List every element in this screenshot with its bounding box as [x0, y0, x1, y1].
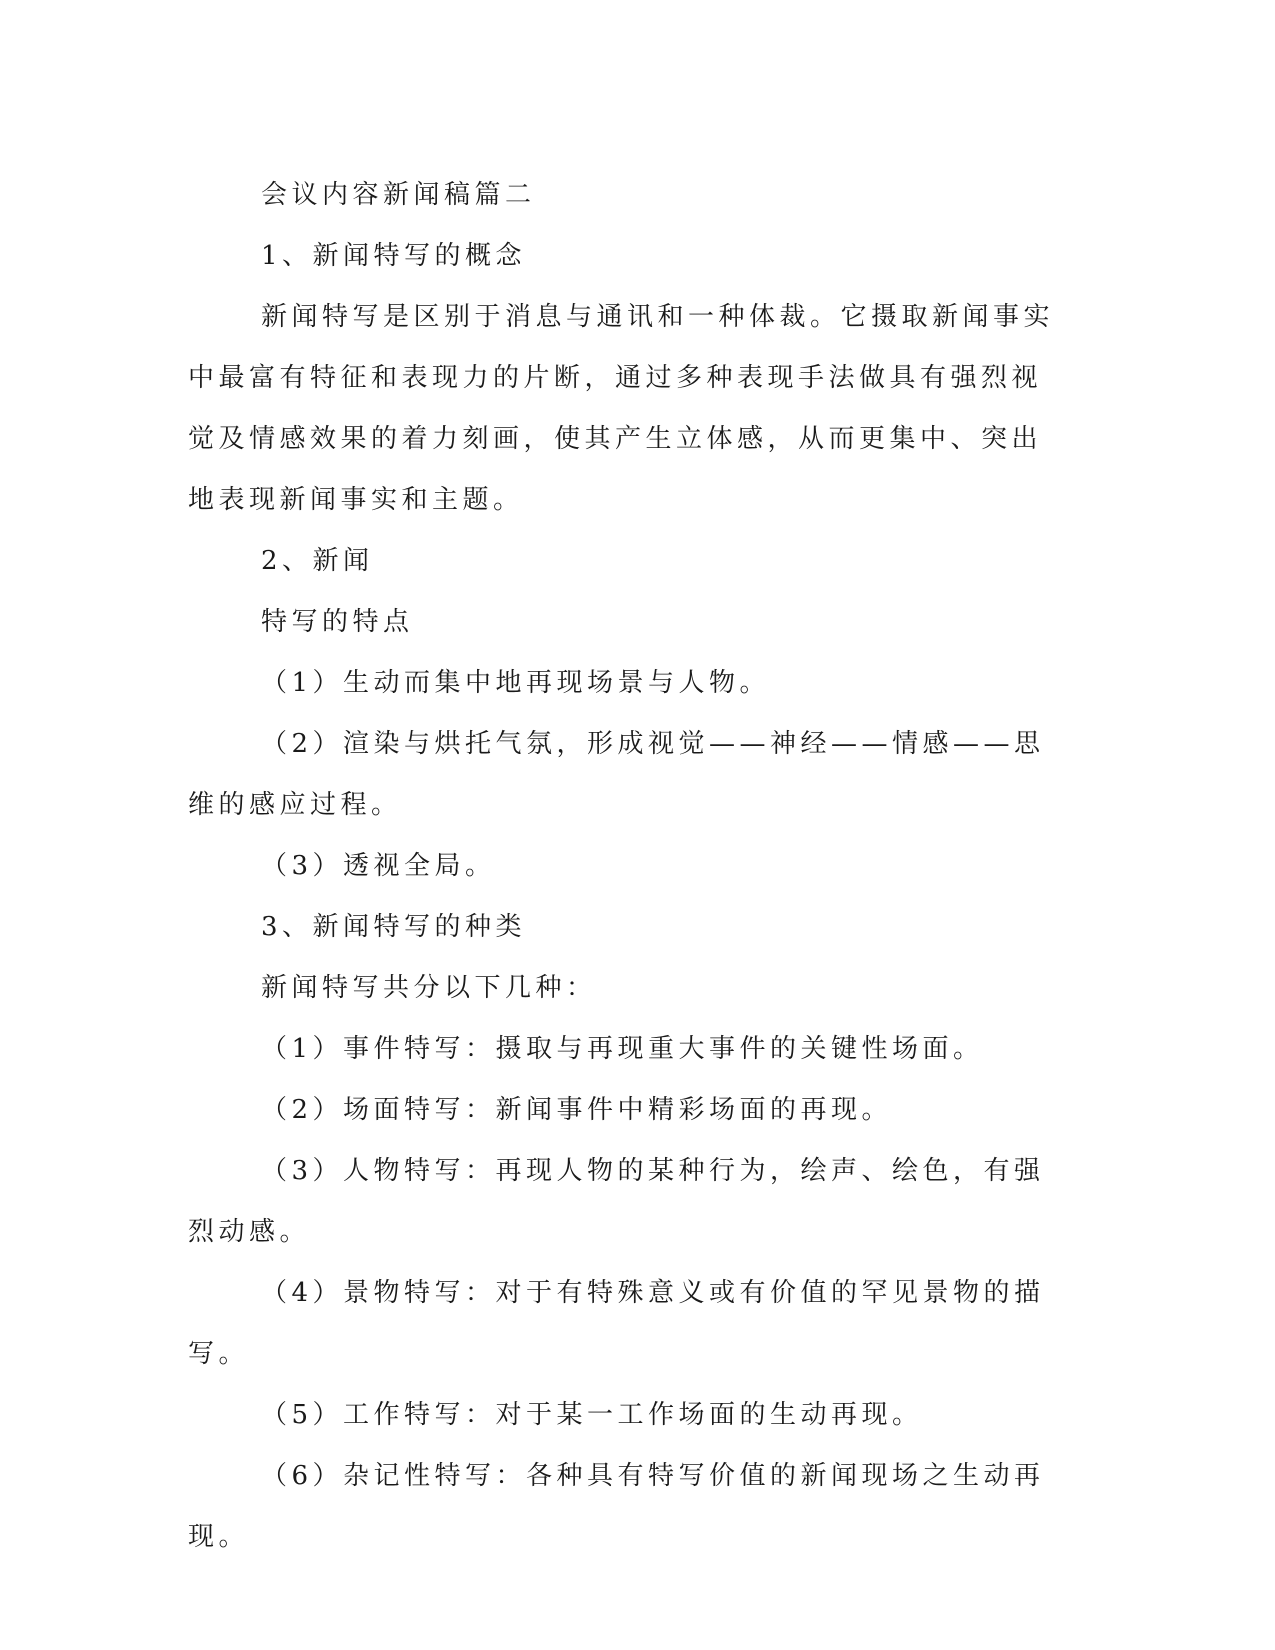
type-item-4: （4）景物特写：对于有特殊意义或有价值的罕见景物的描写。 — [188, 1278, 1045, 1369]
section-heading-features: 特写的特点 — [261, 607, 414, 637]
feature-item-3: （3）透视全局。 — [261, 851, 496, 881]
document-title: 会议内容新闻稿篇二 — [261, 180, 536, 210]
paragraph-definition: 新闻特写是区别于消息与通讯和一种体裁。它摄取新闻事实中最富有特征和表现力的片断，通过多种表现手法做具有强烈视觉及情感效果的着力刻画，使其产生立体感，从而更集中、突出地表现新闻事实和主题。 — [188, 302, 1055, 515]
section-heading-news: 2、新闻 — [261, 546, 374, 576]
document-body — [188, 165, 1068, 1568]
feature-item-1: （1）生动而集中地再现场景与人物。 — [261, 668, 771, 698]
section-heading-concept: 1、新闻特写的概念 — [261, 241, 527, 271]
type-item-6: （6）杂记性特写：各种具有特写价值的新闻现场之生动再现。 — [188, 1461, 1045, 1552]
type-item-2: （2）场面特写：新闻事件中精彩场面的再现。 — [261, 1095, 893, 1125]
type-item-5: （5）工作特写：对于某一工作场面的生动再现。 — [261, 1400, 923, 1430]
type-item-1: （1）事件特写：摄取与再现重大事件的关键性场面。 — [261, 1034, 984, 1064]
feature-item-2: （2）渲染与烘托气氛，形成视觉——神经——情感——思维的感应过程。 — [188, 729, 1045, 820]
type-item-3: （3）人物特写：再现人物的某种行为，绘声、绘色，有强烈动感。 — [188, 1156, 1045, 1247]
section-heading-types: 3、新闻特写的种类 — [261, 912, 527, 942]
types-intro: 新闻特写共分以下几种： — [261, 973, 597, 1003]
